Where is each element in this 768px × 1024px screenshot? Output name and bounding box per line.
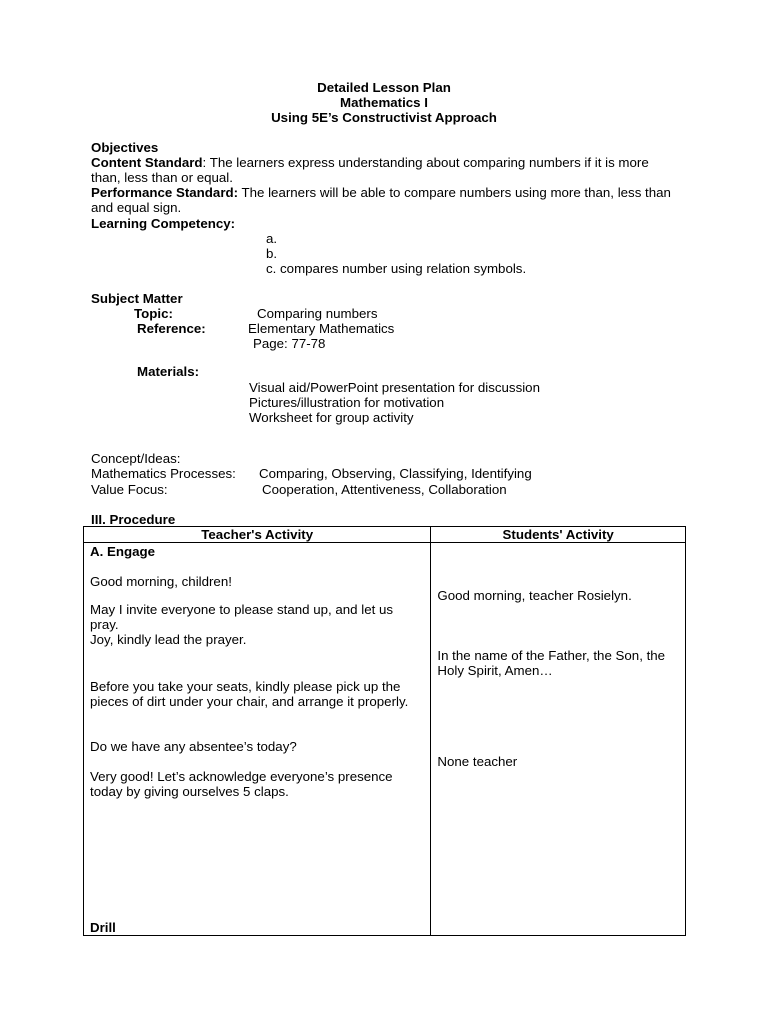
- teacher-line: Do we have any absentee’s today?: [90, 739, 297, 754]
- topic-label: Topic:: [134, 306, 173, 321]
- competency-item: b.: [266, 246, 278, 261]
- competency-item: c. compares number using relation symbols.: [266, 261, 527, 276]
- teacher-line: Joy, kindly lead the prayer.: [90, 632, 247, 647]
- reference-value: Elementary Mathematics: [248, 321, 395, 336]
- performance-standard-text: The learners will be able to compare numbers using more than, less than and equal sign.: [91, 185, 671, 215]
- teacher-line: May I invite everyone to please stand up, and let us pray.: [90, 602, 394, 632]
- student-line: Good morning, teacher Rosielyn.: [437, 588, 632, 603]
- topic-value: Comparing numbers: [257, 306, 378, 321]
- table-row: [84, 543, 686, 936]
- math-processes-label: Mathematics Processes:: [91, 466, 236, 481]
- student-line: In the name of the Father, the Son, the Holy Spirit, Amen…: [437, 648, 666, 678]
- teacher-line: Very good! Let’s acknowledge everyone’s presence today by giving ourselves 5 claps.: [90, 769, 393, 799]
- content-standard-label: Content Standard: [91, 155, 203, 170]
- students-activity-cell: [431, 543, 686, 936]
- engage-section-label: A. Engage: [90, 544, 156, 559]
- competency-item: a.: [266, 231, 278, 246]
- content-standard: [91, 155, 681, 185]
- procedure-table: [83, 526, 686, 936]
- student-line: None teacher: [437, 754, 518, 769]
- teacher-activity-cell: [84, 543, 431, 936]
- materials-label: Materials:: [137, 364, 200, 379]
- concept-ideas-label: Concept/Ideas:: [91, 451, 181, 466]
- performance-standard: [91, 185, 681, 215]
- table-header-row: [84, 527, 686, 543]
- drill-section-label: Drill: [90, 920, 116, 935]
- performance-standard-label: Performance Standard:: [91, 185, 239, 200]
- lesson-plan-title: Detailed Lesson Plan: [317, 80, 451, 95]
- materials-item: Worksheet for group activity: [249, 410, 414, 425]
- reference-page: Page: 77-78: [253, 336, 326, 351]
- teacher-activity-header: Teacher's Activity: [84, 527, 431, 543]
- procedure-heading: III. Procedure: [91, 512, 176, 527]
- learning-competency-label: Learning Competency:: [91, 216, 236, 231]
- content-standard-text: : The learners express understanding about comparing numbers if it is more than, less than or equal.: [91, 155, 649, 185]
- materials-item: Visual aid/PowerPoint presentation for discussion: [249, 380, 540, 395]
- subject-title: Mathematics I: [340, 95, 428, 110]
- reference-label: Reference:: [137, 321, 206, 336]
- subject-matter-heading: Subject Matter: [91, 291, 183, 306]
- value-focus-value: Cooperation, Attentiveness, Collaboration: [262, 482, 507, 497]
- materials-item: Pictures/illustration for motivation: [249, 395, 445, 410]
- teacher-line: Good morning, children!: [90, 574, 232, 589]
- students-activity-header: Students' Activity: [431, 527, 686, 543]
- objectives-heading: Objectives: [91, 140, 159, 155]
- teacher-line: Before you take your seats, kindly please pick up the pieces of dirt under your chair, and arrange it properly.: [90, 679, 409, 709]
- approach-title: Using 5E’s Constructivist Approach: [271, 110, 497, 125]
- math-processes-value: Comparing, Observing, Classifying, Identifying: [259, 466, 532, 481]
- value-focus-label: Value Focus:: [91, 482, 168, 497]
